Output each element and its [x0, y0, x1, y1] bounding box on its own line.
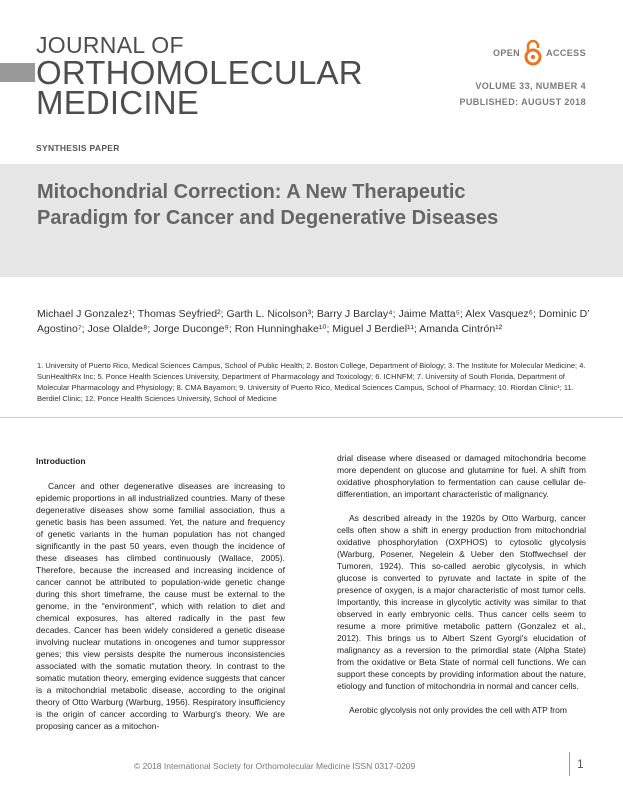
article-title	[37, 179, 597, 231]
author-list: Michael J Gonzalez¹; Thomas Seyfried²; Garth L. Nicolson³; Barry J Barclay⁴; Jaime Matta⁵; Alex Vasquez⁶; Dominic D’ Agostino⁷; Jose Olalde⁸; Jorge Duconge⁹; Ron Hunninghake¹⁰; Miguel J Berdiel¹¹; Amanda Cintrón¹²	[37, 308, 590, 335]
title-line-1: Mitochondrial Correction: A New Therapeutic	[37, 181, 466, 203]
open-access-lock-icon	[524, 40, 542, 66]
title-line-2: Paradigm for Cancer and Degenerative Diseases	[37, 207, 499, 229]
masthead-bar	[0, 63, 35, 82]
footer-divider	[569, 752, 570, 776]
journal-name-line1: JOURNAL OF	[36, 32, 184, 58]
right-column	[337, 452, 586, 728]
paragraph: drial disease where diseased or damaged mitochondria become more dependent on glucose and glutamine for fuel. A shift from oxidative phosphorylation to fermentation can cause cellular de-differentiation, an important characteristic of malignancy.	[337, 453, 586, 499]
affiliations: 1. University of Puerto Rico, Medical Sciences Campus, School of Public Health; 2. Boston College, Department of Biology; 3. The Institute for Molecular Medicine; 4. SunHealthRx Inc; 5. Ponce Health Sciences University, Department of Pharmacology and Toxicology; 6. ICHNFM; 7. University of South Florida, Department of Molecular Pharmacology and Physiology; 8. CMA Bayamon; 9. University of Puerto Rico, Medical Sciences Campus, School of Pharmacy; 10. Riordan Clinic¹; 11. Berdiel Clinic; 12. Ponce Health Sciences University, School of Medicine	[37, 361, 586, 403]
section-heading-introduction: Introduction	[36, 456, 86, 466]
open-access-badge	[493, 40, 586, 66]
page-number: 1	[577, 757, 584, 771]
journal-name-line2: ORTHOMOLECULAR	[36, 54, 363, 91]
open-label: OPEN	[492, 48, 521, 58]
left-column	[36, 455, 285, 744]
article-type: SYNTHESIS PAPER	[36, 143, 120, 153]
paragraph: As described already in the 1920s by Otto Warburg, cancer cells often show a shift in energy production from mitochondrial oxidative phosphorylation (OXPHOS) to cytosolic glycolysis (Warburg, Posener, Negelein & Ueber den Stoffwechsel der Tumoren, 1924). This so-called aerobic glycolysis, in which glucose is converted to pyruvate and lactate in spite of the presence of oxygen, is a major characteristic of most tumor cells. Importantly, this increase in glycolytic activity was similar to that observed in early embryonic cells. Thus cancer cells seem to resume a more primitive metabolic pattern (Gonzalez et al., 2012). This brings us to Albert Szent Gyorgi's elucidation of malignancy as a reversion to the primordial state (Alpha State) from the oxidative or Beta State of normal cell functions. We can support these concepts by providing information about the nature, etiology and function of mitochondria in normal and cancer cells.	[337, 513, 586, 691]
access-label: ACCESS	[546, 48, 586, 58]
copyright-footer: © 2018 International Society for Orthomolecular Medicine ISSN 0317-0209	[134, 761, 416, 771]
header-divider	[0, 417, 623, 418]
paragraph: Cancer and other degenerative diseases are increasing to epidemic proportions in all industrialized countries. Many of these degenerative diseases show some familial association, thus a genetic basis has been assumed. Yet, the nature and frequency of genetic variants in the human population has not changed significantly in the past 50 years, even though the incidence of these diseases has climbed continuously (Wallace, 2005). Therefore, because the increased and increasing incidence of cancer cannot be attributed to population-wide genetic change during this short timeframe, the cause must be external to the genome, in the “environment”, which with relation to diet and chemical exposures, has altered radically in the past few decades. Cancer has been widely considered a genetic disease involving nuclear mutations in oncogenes and tumor suppressor genes; this view persists despite the numerous inconsistencies associated with the somatic mutation theory. In contrast to the somatic mutation theory, emerging evidence suggests that cancer is a mitochondrial metabolic disease, according to the original theory of Otto Warburg (Warburg, 1956). Respiratory insufficiency is the origin of cancer according to Warburg's theory. We are proposing cancer as a mitochon-	[36, 481, 285, 731]
journal-name-line3: MEDICINE	[36, 84, 199, 121]
published-date: PUBLISHED: AUGUST 2018	[459, 97, 586, 107]
journal-masthead	[36, 32, 363, 121]
volume-number: VOLUME 33, NUMBER 4	[475, 81, 586, 91]
issue-meta	[460, 78, 587, 110]
paragraph: Aerobic glycolysis not only provides the cell with ATP from	[349, 705, 567, 715]
